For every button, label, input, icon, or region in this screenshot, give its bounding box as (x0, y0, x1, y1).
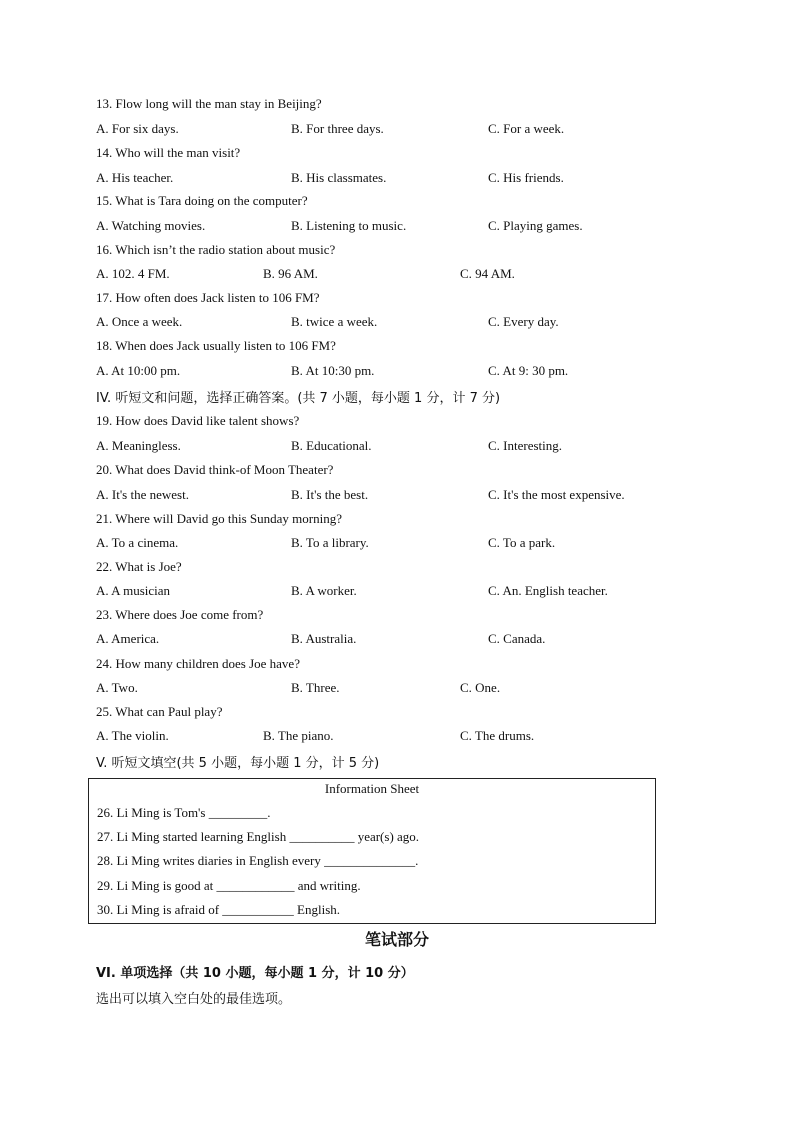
option-16b: B. 96 AM. (263, 266, 318, 281)
information-sheet-title: Information Sheet (324, 781, 420, 796)
question-20: 20. What does David think-of Moon Theater? (96, 462, 334, 477)
question-14: 14. Who will the man visit? (96, 145, 241, 160)
option-18b: B. At 10:30 pm. (291, 363, 375, 378)
question-16: 16. Which isn’t the radio station about music? (96, 242, 336, 257)
option-20a: A. It's the newest. (96, 487, 189, 502)
option-21c: C. To a park. (488, 535, 556, 550)
question-15: 15. What is Tara doing on the computer? (96, 193, 308, 208)
fill-blank-30: 30. Li Ming is afraid of ___________ English. (97, 902, 341, 917)
option-23c: C. Canada. (488, 631, 546, 646)
question-25: 25. What can Paul play? (96, 704, 223, 719)
option-15a: A. Watching movies. (96, 218, 206, 233)
question-18: 18. When does Jack usually listen to 106 FM? (96, 338, 336, 353)
option-19b: B. Educational. (291, 438, 372, 453)
option-16c: C. 94 AM. (460, 266, 515, 281)
option-25a: A. The violin. (96, 728, 169, 743)
option-22b: B. A worker. (291, 583, 357, 598)
option-20b: B. It's the best. (291, 487, 369, 502)
option-17b: B. twice a week. (291, 314, 378, 329)
question-17: 17. How often does Jack listen to 106 FM? (96, 290, 320, 305)
fill-blank-28: 28. Li Ming writes diaries in English every ______________. (97, 853, 419, 868)
question-13: 13. Flow long will the man stay in Beijing? (96, 96, 322, 111)
option-24c: C. One. (460, 680, 501, 695)
option-13c: C. For a week. (488, 121, 565, 136)
option-18c: C. At 9: 30 pm. (488, 363, 569, 378)
fill-blank-29: 29. Li Ming is good at ____________ and writing. (97, 878, 361, 893)
written-part-heading: 笔试部分 (364, 930, 429, 949)
section-6-instruction: 选出可以填入空白处的最佳选项。 (96, 992, 292, 1007)
option-13b: B. For three days. (291, 121, 384, 136)
option-22c: C. An. English teacher. (488, 583, 608, 598)
option-14b: B. His classmates. (291, 170, 387, 185)
option-14a: A. His teacher. (96, 170, 174, 185)
option-23a: A. America. (96, 631, 160, 646)
option-14c: C. His friends. (488, 170, 564, 185)
option-16a: A. 102. 4 FM. (96, 266, 170, 281)
section-4-heading: IV. 听短文和问题，选择正确答案。(共 7 小题，每小题 1 分，计 7 分) (96, 391, 501, 406)
fill-blank-27: 27. Li Ming started learning English __________ year(s) ago. (97, 829, 420, 844)
question-23: 23. Where does Joe come from? (96, 607, 264, 622)
option-18a: A. At 10:00 pm. (96, 363, 181, 378)
question-22: 22. What is Joe? (96, 559, 182, 574)
information-sheet-box (88, 778, 656, 924)
option-17a: A. Once a week. (96, 314, 183, 329)
option-21b: B. To a library. (291, 535, 369, 550)
option-23b: B. Australia. (291, 631, 357, 646)
section-6-heading: VI. 单项选择（共 10 小题，每小题 1 分，计 10 分） (96, 966, 414, 981)
question-21: 21. Where will David go this Sunday morning? (96, 511, 343, 526)
option-19a: A. Meaningless. (96, 438, 181, 453)
option-25b: B. The piano. (263, 728, 334, 743)
question-19: 19. How does David like talent shows? (96, 413, 300, 428)
option-25c: C. The drums. (460, 728, 535, 743)
option-15c: C. Playing games. (488, 218, 583, 233)
option-24b: B. Three. (291, 680, 340, 695)
option-22a: A. A musician (96, 583, 171, 598)
option-13a: A. For six days. (96, 121, 179, 136)
option-19c: C. Interesting. (488, 438, 563, 453)
fill-blank-26: 26. Li Ming is Tom's _________. (97, 805, 271, 820)
question-24: 24. How many children does Joe have? (96, 656, 300, 671)
section-5-heading: V. 听短文填空(共 5 小题，每小题 1 分，计 5 分) (96, 756, 380, 771)
option-17c: C. Every day. (488, 314, 559, 329)
option-21a: A. To a cinema. (96, 535, 179, 550)
option-15b: B. Listening to music. (291, 218, 407, 233)
option-24a: A. Two. (96, 680, 138, 695)
option-20c: C. It's the most expensive. (488, 487, 625, 502)
